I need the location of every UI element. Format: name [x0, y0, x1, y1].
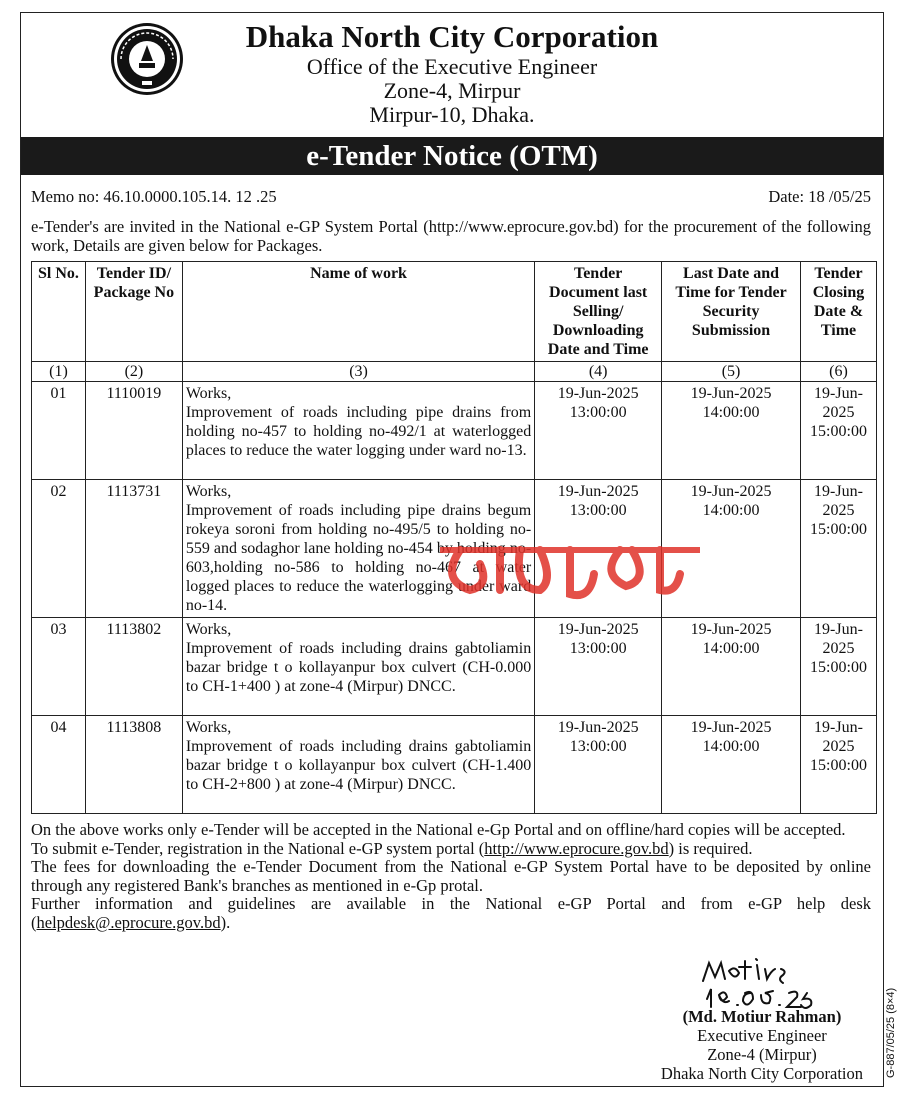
table-row — [32, 618, 877, 716]
eprocure-link[interactable]: http://www.eprocure.gov.bd — [484, 838, 669, 858]
notice-title: e-Tender Notice (OTM) — [21, 137, 883, 175]
note-text: ) is required. — [668, 838, 753, 858]
signatory-zone: Zone-4 (Mirpur) — [707, 1045, 817, 1064]
row-work-desc: Improvement of roads including pipe drains begum rokeya soroni from holding no-495/5 to holding no-559 and sodaghor lane holding no-454 by holding no-603,holding no-586 to holding no-467 at water logged places to reduce the waterlogging under ward no-14. — [185, 502, 532, 614]
note-text: ). — [220, 912, 231, 932]
table-row — [32, 716, 877, 814]
notice-header — [21, 13, 883, 137]
col-number: (6) — [800, 362, 876, 382]
row-work-desc: Improvement of roads including drains gabtoliamin bazar bridge t o kollayanpur box culvert (CH-1.400 to CH-2+800 ) at zone-4 (Mirpur) DNCC. — [185, 738, 532, 793]
signatory-name: (Md. Motiur Rahman) — [682, 1007, 842, 1026]
note-text: Further information and guidelines are available in the National e-GP Portal and from e-GP help desk ( — [31, 894, 871, 932]
row-work-type: Works, — [185, 385, 232, 402]
row-work — [182, 480, 534, 618]
office-name: Office of the Executive Engineer — [306, 54, 598, 79]
signatory-designation: Executive Engineer — [697, 1026, 827, 1045]
memo-number: Memo no: 46.10.0000.105.14. 12 .25 — [31, 187, 277, 206]
col-number: (4) — [535, 362, 662, 382]
row-doc-date: 19-Jun-2025 13:00:00 — [535, 382, 662, 480]
signatory-org: Dhaka North City Corporation — [660, 1064, 863, 1083]
row-work — [182, 382, 534, 480]
reference-code-text: G-887/05/25 (8×4) — [885, 987, 897, 1078]
address-line: Mirpur-10, Dhaka. — [369, 102, 535, 127]
header-doc-date: Tender Document last Selling/ Downloading Date and Time — [535, 262, 662, 362]
row-work-desc: Improvement of roads including pipe drains from holding no-457 to holding no-492/1 at waterlogged places to reduce the water logging under ward no-13. — [185, 404, 532, 459]
memo-date: Date: 18 /05/25 — [768, 187, 871, 206]
notes-section — [31, 821, 871, 932]
row-work-type: Works, — [185, 719, 232, 736]
note-fees: The fees for downloading the e-Tender Document from the National e-GP System Portal have to be deposited by online through any registered Bank's branches as mentioned in e-Gp protal. — [31, 857, 871, 895]
header-sl: Sl No. — [32, 262, 86, 362]
memo-line — [31, 187, 871, 207]
reference-code — [883, 960, 899, 1080]
row-doc-date: 19-Jun-2025 13:00:00 — [535, 618, 662, 716]
table-row — [32, 382, 877, 480]
row-tender-id: 1113731 — [85, 480, 182, 618]
organization-name: Dhaka North City Corporation — [245, 19, 659, 54]
row-sl: 04 — [32, 716, 86, 814]
signature-block — [661, 959, 863, 1083]
note-helpdesk — [31, 895, 871, 932]
col-number: (2) — [85, 362, 182, 382]
note-text: To submit e-Tender, registration in the National e-GP system portal ( — [31, 838, 485, 858]
row-sl: 03 — [32, 618, 86, 716]
row-tender-id: 1110019 — [85, 382, 182, 480]
row-tender-id: 1113808 — [85, 716, 182, 814]
row-security-date: 19-Jun-2025 14:00:00 — [662, 716, 801, 814]
notice-frame — [20, 12, 884, 1087]
header-tender-id: Tender ID/ Package No — [85, 262, 182, 362]
tender-table — [31, 261, 877, 814]
row-doc-date: 19-Jun-2025 13:00:00 — [535, 480, 662, 618]
table-row — [32, 480, 877, 618]
note-registration — [31, 840, 871, 859]
row-closing-date: 19-Jun-2025 15:00:00 — [800, 382, 876, 480]
row-sl: 02 — [32, 480, 86, 618]
row-work-type: Works, — [185, 483, 232, 500]
zone-line: Zone-4, Mirpur — [383, 78, 521, 103]
row-sl: 01 — [32, 382, 86, 480]
row-work — [182, 716, 534, 814]
row-tender-id: 1113802 — [85, 618, 182, 716]
intro-paragraph: e-Tender's are invited in the National e-GP System Portal (http://www.eprocure.gov.bd) for the procurement of the following work, Details are given below for Packages. — [31, 217, 871, 255]
row-work-type: Works, — [185, 621, 232, 638]
row-doc-date: 19-Jun-2025 13:00:00 — [535, 716, 662, 814]
row-closing-date: 19-Jun-2025 15:00:00 — [800, 618, 876, 716]
row-security-date: 19-Jun-2025 14:00:00 — [662, 382, 801, 480]
row-work-desc: Improvement of roads including drains gabtoliamin bazar bridge t o kollayanpur box culvert (CH-0.000 to CH-1+400 ) at zone-4 (Mirpur) DNCC. — [185, 640, 532, 695]
city-corporation-seal-icon — [109, 21, 185, 97]
row-work — [182, 618, 534, 716]
row-closing-date: 19-Jun-2025 15:00:00 — [800, 480, 876, 618]
helpdesk-email-link[interactable]: helpdesk@.eprocure.gov.bd — [36, 912, 221, 932]
row-closing-date: 19-Jun-2025 15:00:00 — [800, 716, 876, 814]
note-offline: On the above works only e-Tender will be accepted in the National e-Gp Portal and on offline/hard copies will be accepted. — [31, 820, 846, 839]
row-security-date: 19-Jun-2025 14:00:00 — [662, 618, 801, 716]
col-number: (3) — [182, 362, 534, 382]
header-closing-date: Tender Closing Date & Time — [800, 262, 876, 362]
header-security-date: Last Date and Time for Tender Security Submission — [662, 262, 801, 362]
col-number: (5) — [662, 362, 801, 382]
row-security-date: 19-Jun-2025 14:00:00 — [662, 480, 801, 618]
col-number: (1) — [32, 362, 86, 382]
header-name-of-work: Name of work — [182, 262, 534, 362]
